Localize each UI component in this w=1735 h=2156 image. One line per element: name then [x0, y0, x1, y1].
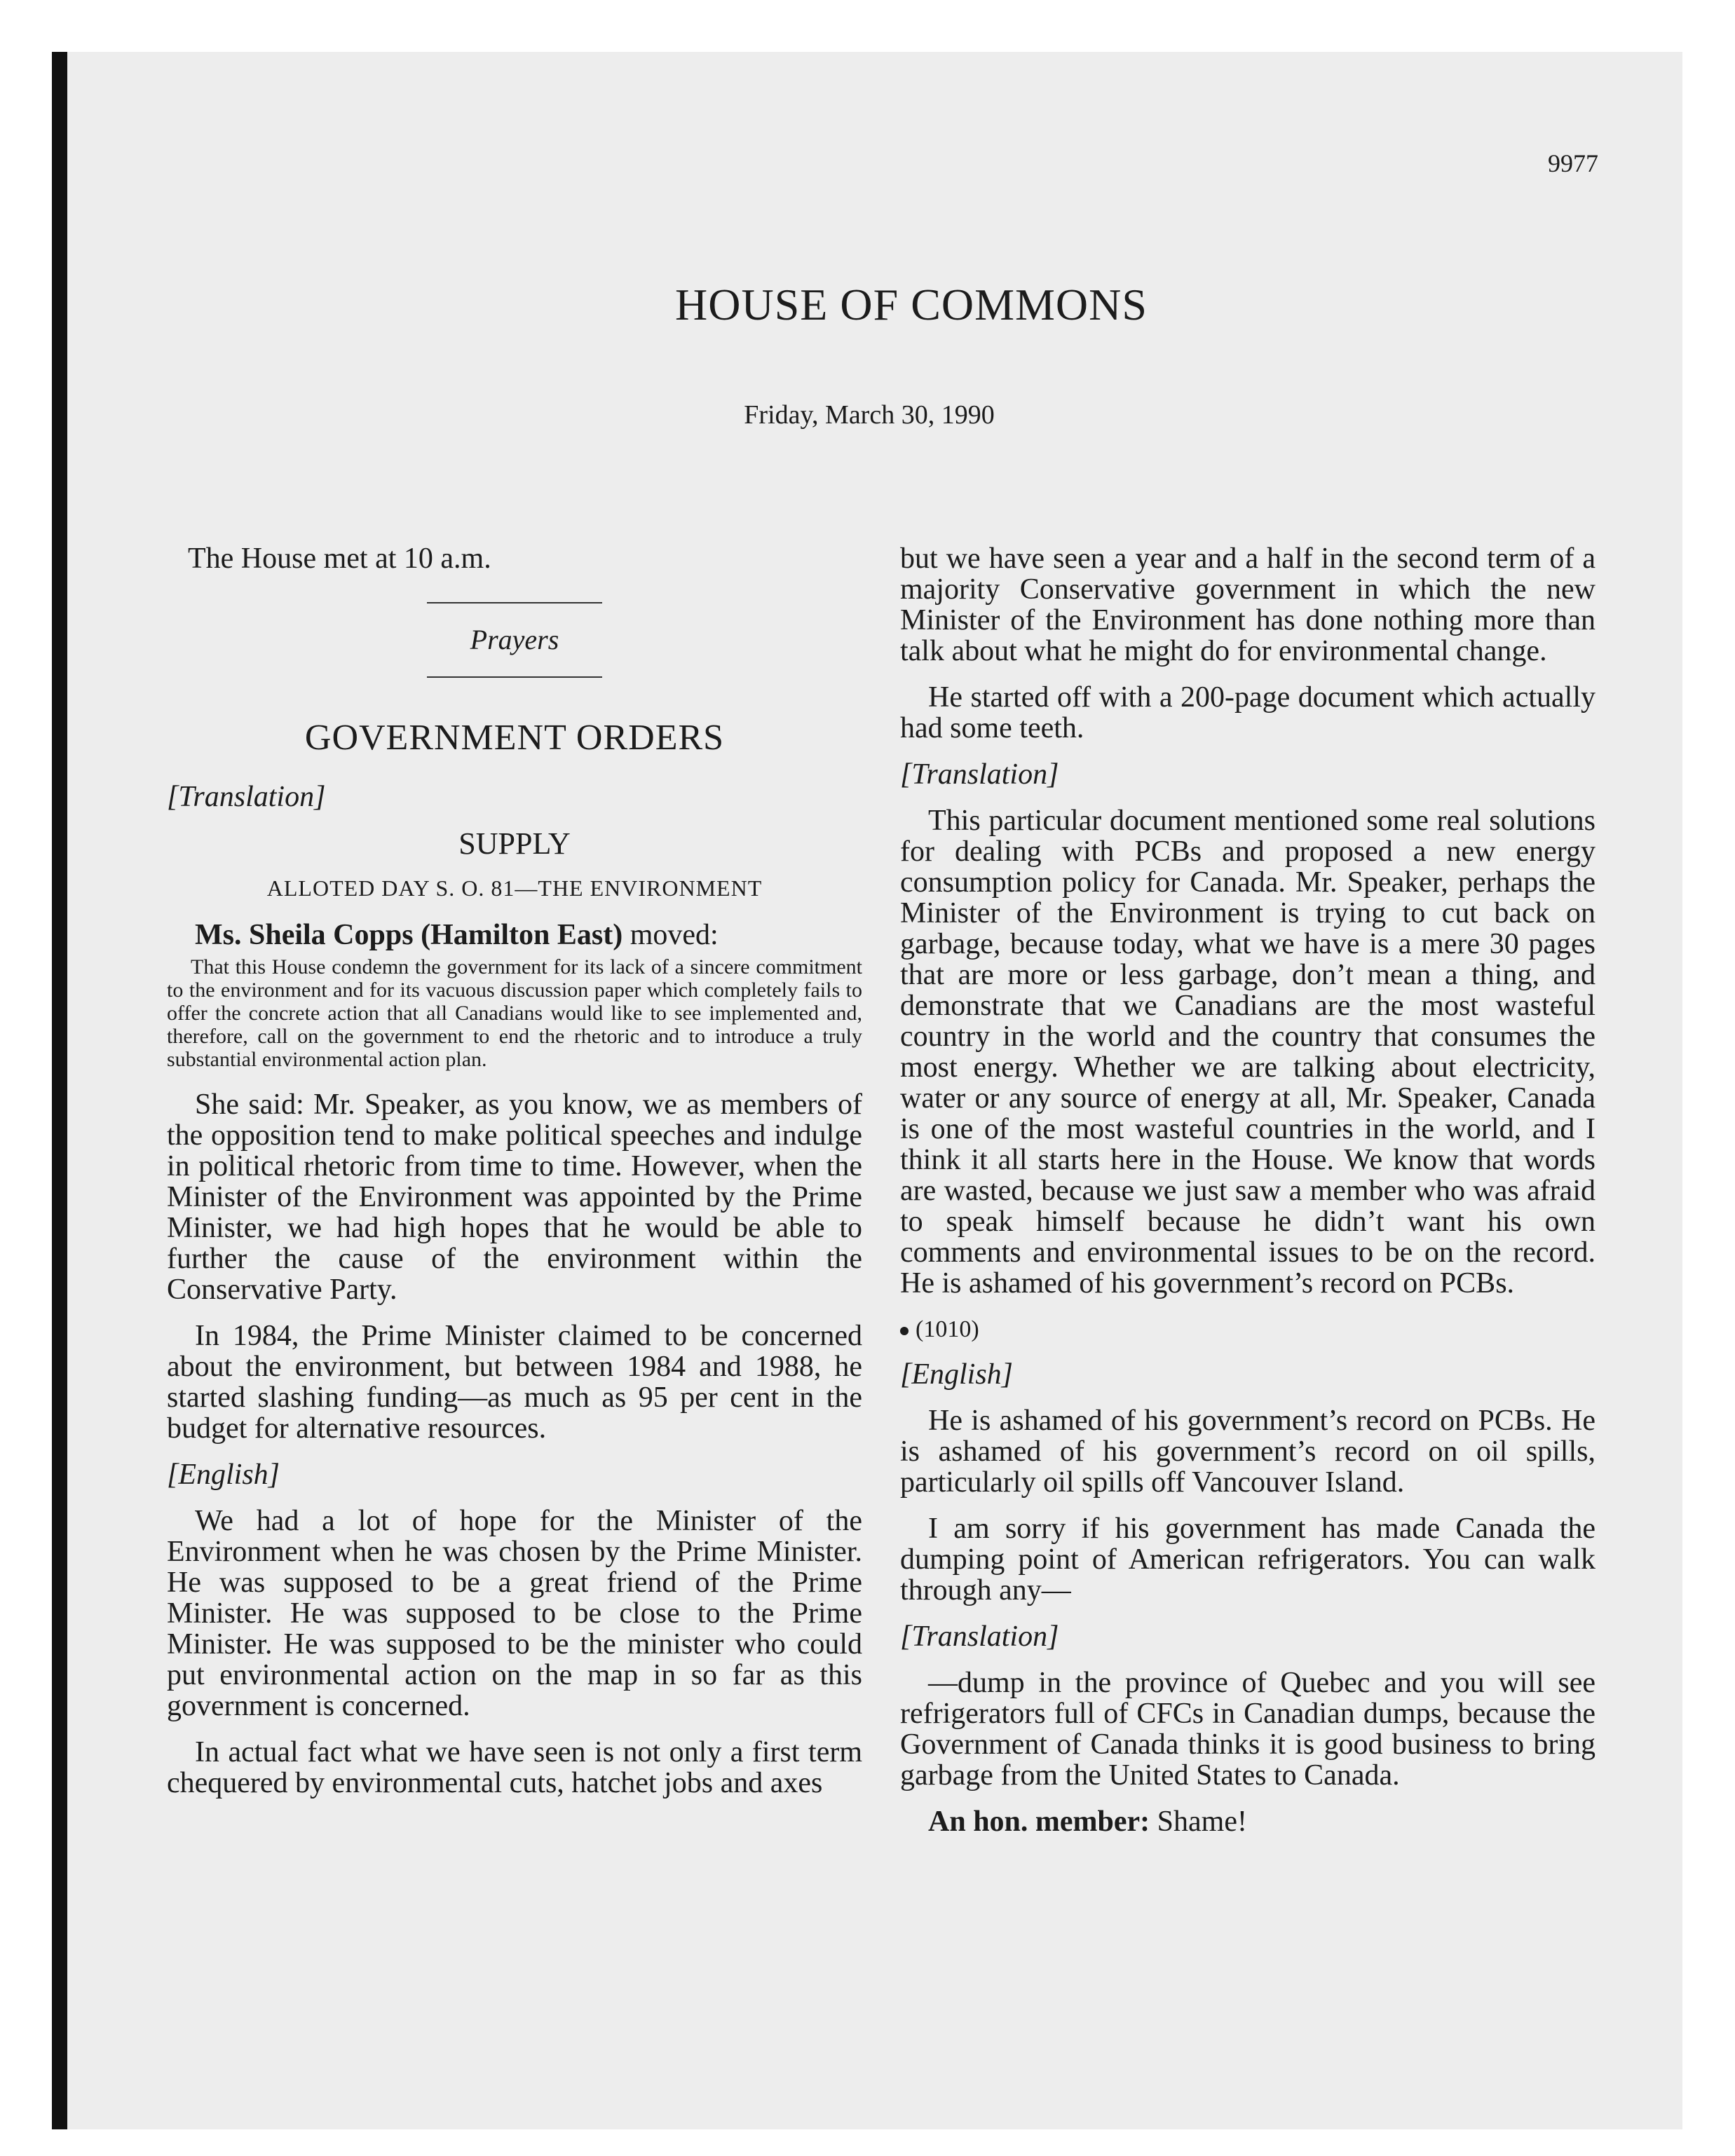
motion-text: That this House condemn the government for its lack of a sincere commitment to the environment and for its vacuous discussion paper which completely fails to offer the concrete action that all Canadians would like to see implemented and, therefore, call on the government to end the rhetoric and to introduce a truly substantial environmental action plan.: [167, 955, 862, 1071]
speaker-name: Ms. Sheila Copps (Hamilton East): [195, 919, 623, 951]
language-marker: [Translation]: [167, 781, 326, 813]
sitting-time: The House met at 10 a.m.: [188, 543, 491, 575]
page-number: 9977: [1548, 149, 1598, 177]
divider-rule: [427, 602, 602, 603]
speech-paragraph: He is ashamed of his government’s record on PCBs. He is ashamed of his government’s record on oil spills, particularly oil spills off Vancouver Island.: [900, 1405, 1595, 1499]
bullet-icon: [900, 1327, 909, 1335]
speech-paragraph: but we have seen a year and a half in the second term of a majority Conservative government in which the new Minister of the Environment has done nothing more than talk about what he might do for environmental change.: [900, 543, 1595, 667]
page-title: HOUSE OF COMMONS: [675, 280, 1148, 329]
sitting-date: Friday, March 30, 1990: [744, 400, 995, 430]
section-heading: GOVERNMENT ORDERS: [304, 718, 725, 758]
time-stamp-text: (1010): [916, 1316, 979, 1342]
language-marker: [English]: [900, 1358, 1014, 1391]
motion-intro: [195, 919, 862, 951]
language-marker: [Translation]: [900, 758, 1059, 791]
motion-verb: moved:: [630, 919, 719, 951]
speech-paragraph: We had a lot of hope for the Minister of the Environment when he was chosen by the Prime Minister. He was supposed to be a great friend of the Prime Minister. He was supposed to be close to the Prime Minister. He was supposed to be the minister who could put environmental action on the map in so far as this government is concerned.: [167, 1505, 862, 1722]
divider-rule: [427, 676, 602, 678]
right-column: [900, 543, 1595, 1837]
left-column: [167, 543, 862, 1814]
allotted-day-heading: ALLOTED DAY S. O. 81—THE ENVIRONMENT: [266, 875, 763, 901]
speech-paragraph: I am sorry if his government has made Canada the dumping point of American refrigerators. You can walk through any—: [900, 1513, 1595, 1606]
speech-paragraph: This particular document mentioned some real solutions for dealing with PCBs and proposed a new energy consumption policy for Canada. Mr. Speaker, perhaps the Minister of the Environment is trying to cut back on garbage, because today, what we have is a mere 30 pages that are more or less garbage, don’t mean a thing, and demonstrate that we Canadians are the most wasteful country in the world and the country that consumes the most energy. Whether we are talking about electricity, water or any source of energy at all, Mr. Speaker, Canada is one of the most wasteful countries in the world, and I think it all starts here in the House. We know that words are wasted, because we just saw a member who was afraid to speak himself because he didn’t want his own comments and environmental issues to be on the record. He is ashamed of his government’s record on PCBs.: [900, 805, 1595, 1299]
interjection-text: Shame!: [1157, 1806, 1247, 1838]
time-stamp: [900, 1314, 1595, 1345]
language-marker: [Translation]: [900, 1621, 1059, 1653]
speech-paragraph: He started off with a 200-page document which actually had some teeth.: [900, 681, 1595, 744]
scan-border: [52, 52, 67, 2129]
speech-paragraph: She said: Mr. Speaker, as you know, we as members of the opposition tend to make political speeches and indulge in political rhetoric from time to time. However, when the Minister of the Environment was appointed by the Prime Minister, we had high hopes that he would be able to further the cause of the environment within the Conservative Party.: [167, 1089, 862, 1306]
speech-paragraph: In 1984, the Prime Minister claimed to be concerned about the environment, but between 1984 and 1988, he started slashing funding—as much as 95 per cent in the budget for alternative resources.: [167, 1320, 862, 1445]
language-marker: [English]: [167, 1459, 280, 1491]
interjection-speaker: An hon. member:: [928, 1806, 1150, 1838]
prayers-heading: Prayers: [470, 624, 559, 655]
interjection: [900, 1806, 1595, 1837]
speech-paragraph: In actual fact what we have seen is not only a first term chequered by environmental cuts, hatchet jobs and axes: [167, 1736, 862, 1799]
speech-paragraph: —dump in the province of Quebec and you will see refrigerators full of CFCs in Canadian dumps, because the Government of Canada thinks it is good business to bring garbage from the United States to Canada.: [900, 1667, 1595, 1792]
supply-heading: SUPPLY: [458, 826, 571, 861]
